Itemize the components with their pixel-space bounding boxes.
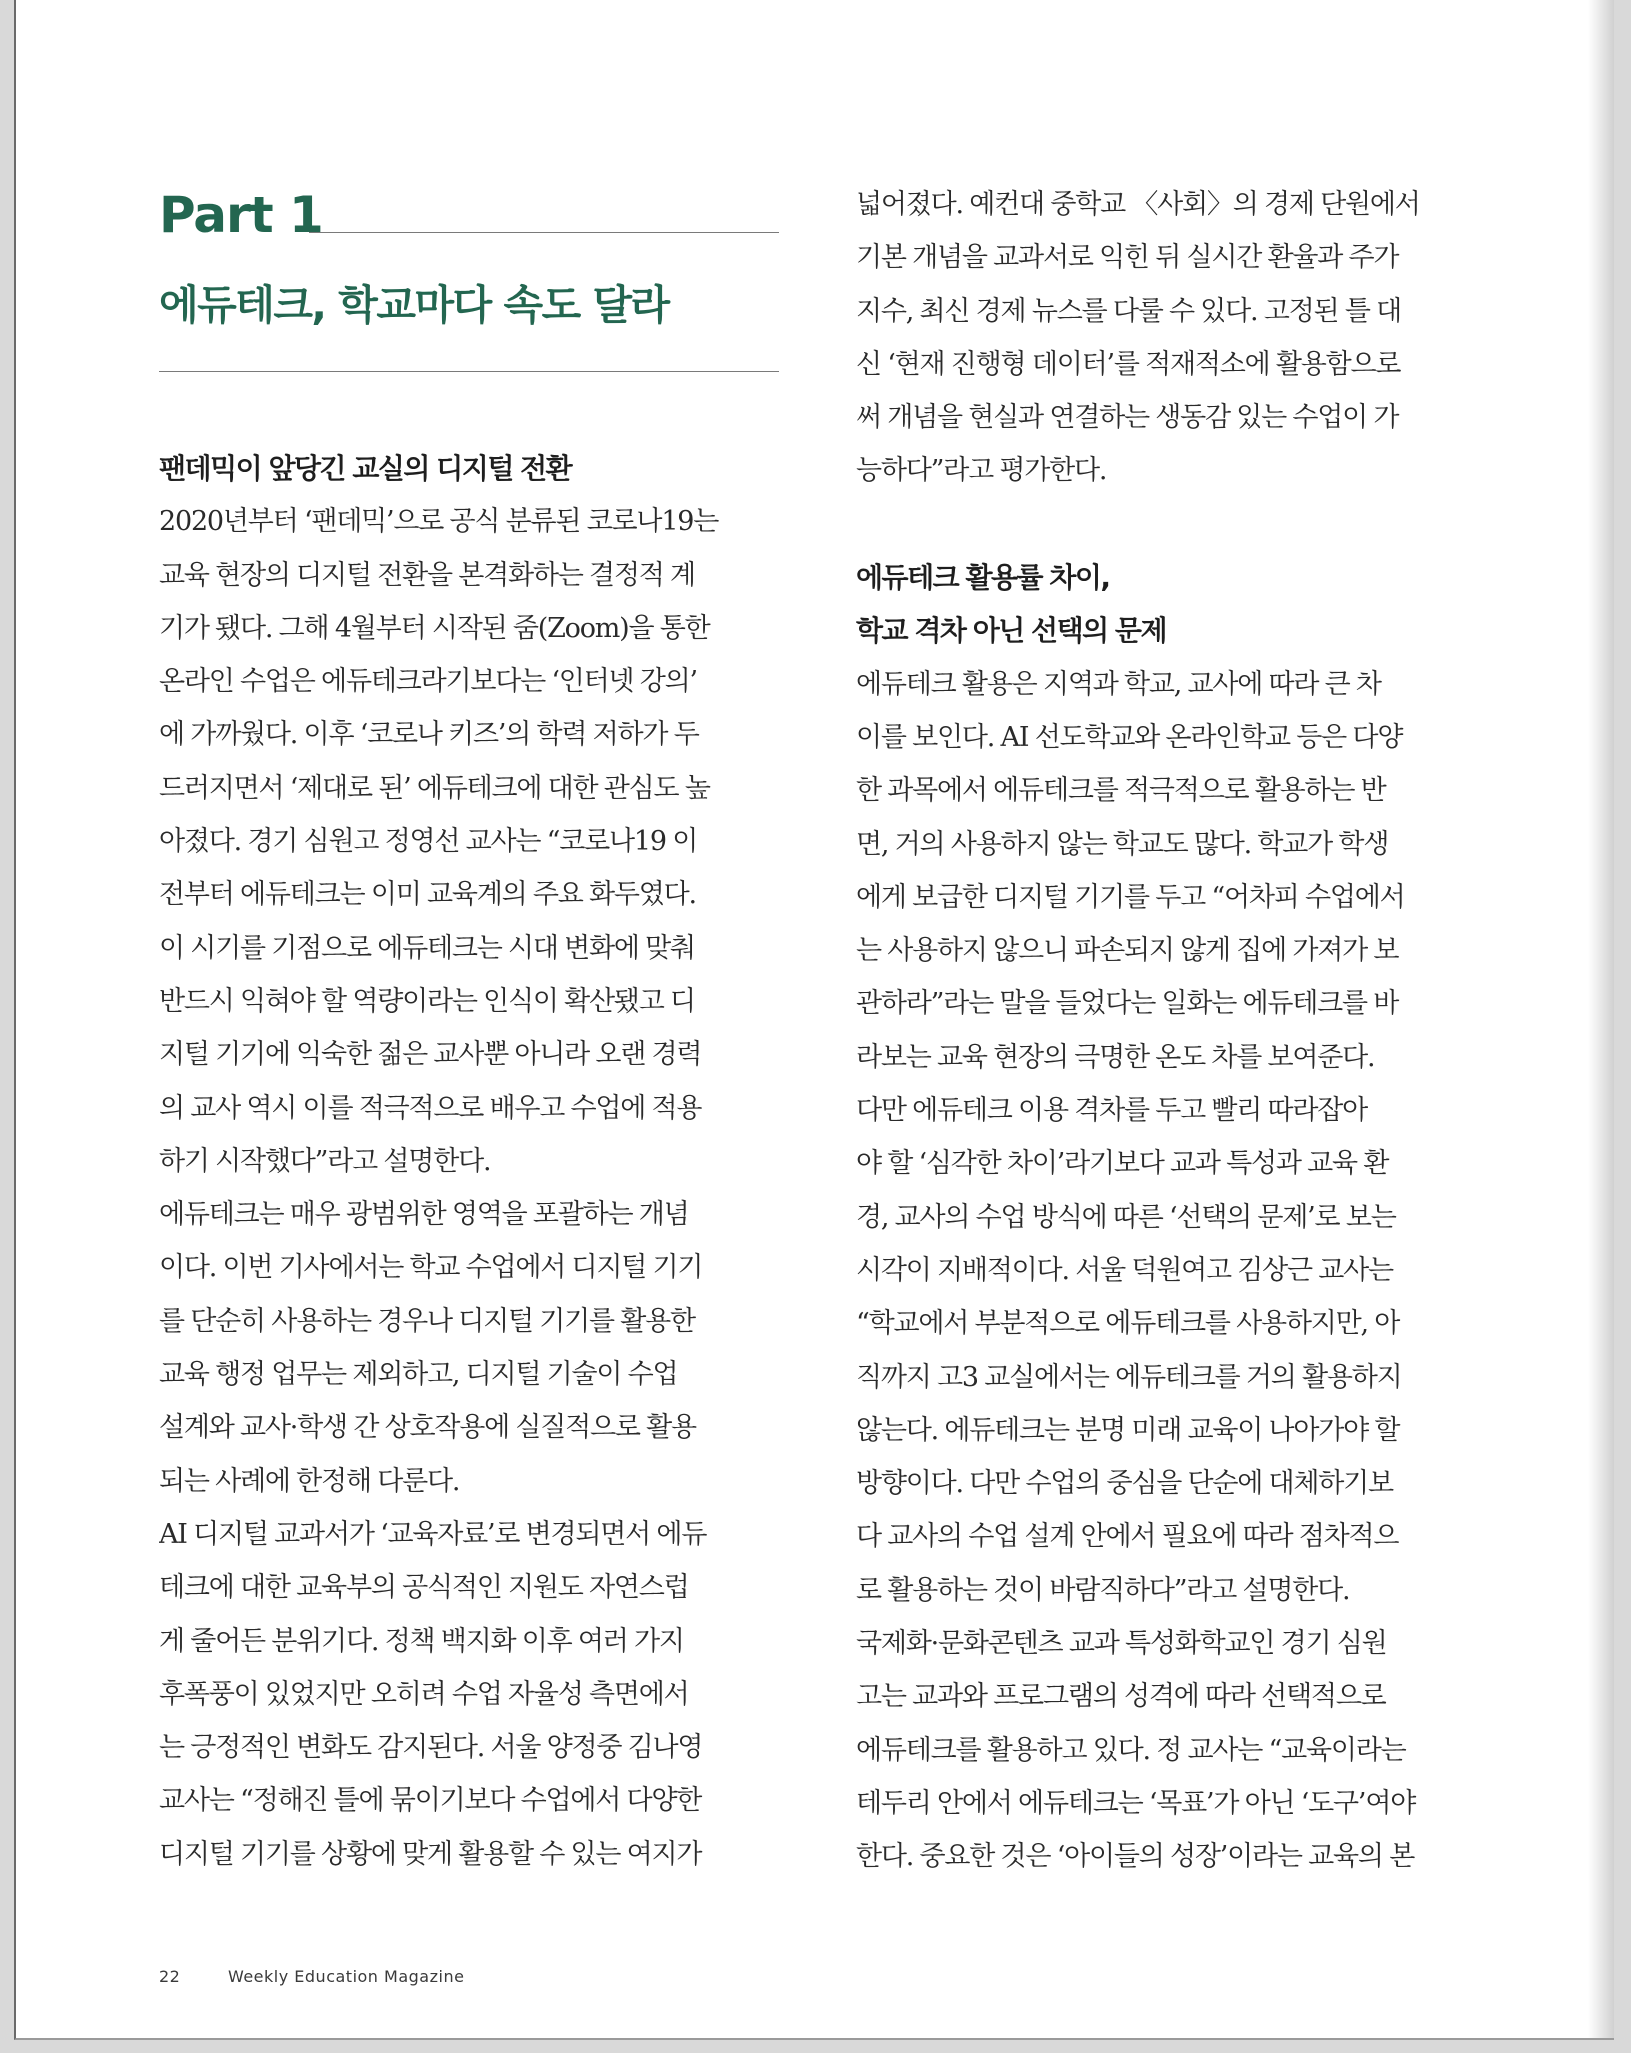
body-text-line: 직까지 고3 교실에서는 에듀테크를 거의 활용하지 <box>856 1361 1402 1393</box>
body-text-line: 교사는 “정해진 틀에 묶이기보다 수업에서 다양한 <box>159 1785 702 1817</box>
body-text-line: 한 과목에서 에듀테크를 적극적으로 활용하는 반 <box>856 775 1386 807</box>
body-text-line: 시각이 지배적이다. 서울 덕원여고 김상근 교사는 <box>856 1254 1393 1286</box>
body-text-line: 에듀테크는 매우 광범위한 영역을 포괄하는 개념 <box>159 1199 689 1231</box>
body-text-line: 아졌다. 경기 심원고 정영선 교사는 “코로나19 이 <box>159 826 698 858</box>
body-text-line: 교육 현장의 디지털 전환을 본격화하는 결정적 계 <box>159 559 695 591</box>
body-text-line: 게 줄어든 분위기다. 정책 백지화 이후 여러 가지 <box>159 1625 684 1657</box>
body-text-line: 드러지면서 ‘제대로 된’ 에듀테크에 대한 관심도 높 <box>159 772 710 804</box>
magazine-page <box>14 0 1614 2040</box>
body-text-line: 관하라”라는 말을 들었다는 일화는 에듀테크를 바 <box>856 988 1399 1020</box>
article-title: 에듀테크, 학교마다 속도 달라 <box>159 281 669 329</box>
section-subheading: 에듀테크 활용률 차이, <box>856 561 1110 595</box>
section-subheading: 학교 격차 아닌 선택의 문제 <box>856 614 1167 648</box>
body-text-line: 국제화·문화콘텐츠 교과 특성화학교인 경기 심원 <box>856 1628 1387 1660</box>
body-text-line: 라보는 교육 현장의 극명한 온도 차를 보여준다. <box>856 1041 1375 1073</box>
body-text-line: 는 긍정적인 변화도 감지된다. 서울 양정중 김나영 <box>159 1732 703 1764</box>
body-text-line: AI 디지털 교과서가 ‘교육자료’로 변경되면서 에듀 <box>159 1518 707 1550</box>
body-text-line: 로 활용하는 것이 바람직하다”라고 설명한다. <box>856 1574 1350 1606</box>
body-text-line: 이 시기를 기점으로 에듀테크는 시대 변화에 맞춰 <box>159 932 695 964</box>
body-text-line: 반드시 익혀야 할 역량이라는 인식이 확산됐고 디 <box>159 985 695 1017</box>
body-text-line: 이를 보인다. AI 선도학교와 온라인학교 등은 다양 <box>856 721 1403 753</box>
body-text-line: 를 단순히 사용하는 경우나 디지털 기기를 활용한 <box>159 1305 695 1337</box>
body-text-line: 에듀테크를 활용하고 있다. 정 교사는 “교육이라는 <box>856 1734 1406 1766</box>
body-text-line: 지털 기기에 익숙한 젊은 교사뿐 아니라 오랜 경력 <box>159 1039 702 1071</box>
body-text-line: 교육 행정 업무는 제외하고, 디지털 기술이 수업 <box>159 1359 678 1391</box>
body-text-line: 에듀테크 활용은 지역과 학교, 교사에 따라 큰 차 <box>856 668 1381 700</box>
body-text-line: 야 할 ‘심각한 차이’라기보다 교과 특성과 교육 환 <box>856 1148 1389 1180</box>
page-footer <box>159 1967 464 1986</box>
body-text-line: 온라인 수업은 에듀테크라기보다는 ‘인터넷 강의’ <box>159 666 697 698</box>
right-column <box>856 178 1482 1884</box>
body-text-line: 경, 교사의 수업 방식에 따른 ‘선택의 문제’로 보는 <box>856 1201 1396 1233</box>
part-label: Part 1 <box>159 186 323 244</box>
body-text-line: 2020년부터 ‘팬데믹’으로 공식 분류된 코로나19는 <box>159 506 719 538</box>
body-text-line: 에게 보급한 디지털 기기를 두고 “어차피 수업에서 <box>856 881 1405 913</box>
body-text-line: 기본 개념을 교과서로 익힌 뒤 실시간 환율과 주가 <box>856 242 1399 274</box>
body-text-line: 디지털 기기를 상황에 맞게 활용할 수 있는 여지가 <box>159 1838 702 1870</box>
body-text-line: 신 ‘현재 진행형 데이터’를 적재적소에 활용함으로 <box>856 348 1401 380</box>
part-header <box>159 185 779 245</box>
body-text-line: “학교에서 부분적으로 에듀테크를 사용하지만, 아 <box>856 1308 1400 1340</box>
body-text-line: 테두리 안에서 에듀테크는 ‘목표’가 아닌 ‘도구’여야 <box>856 1787 1416 1819</box>
body-text-line: 않는다. 에듀테크는 분명 미래 교육이 나아가야 할 <box>856 1414 1400 1446</box>
body-text-line: 지수, 최신 경제 뉴스를 다룰 수 있다. 고정된 틀 대 <box>856 295 1401 327</box>
body-text-line: 는 사용하지 않으니 파손되지 않게 집에 가져가 보 <box>856 935 1399 967</box>
body-text-line: 전부터 에듀테크는 이미 교육계의 주요 화두였다. <box>159 879 696 911</box>
body-text-line: 방향이다. 다만 수업의 중심을 단순에 대체하기보 <box>856 1468 1393 1500</box>
body-text-line: 후폭풍이 있었지만 오히려 수업 자율성 측면에서 <box>159 1678 689 1710</box>
body-text-line: 고는 교과와 프로그램의 성격에 따라 선택적으로 <box>856 1681 1386 1713</box>
body-text-line: 에 가까웠다. 이후 ‘코로나 키즈’의 학력 저하가 두 <box>159 719 699 751</box>
body-text-line: 넓어졌다. 예컨대 중학교 〈사회〉의 경제 단원에서 <box>856 189 1420 220</box>
body-text-line: 설계와 교사·학생 간 상호작용에 실질적으로 활용 <box>159 1412 696 1444</box>
body-text-line: 기가 됐다. 그해 4월부터 시작된 줌(Zoom)을 통한 <box>159 612 710 644</box>
page-number: 22 <box>159 1967 181 1986</box>
body-text-line: 의 교사 역시 이를 적극적으로 배우고 수업에 적용 <box>159 1092 702 1124</box>
part-divider-line <box>309 232 779 233</box>
section-subheading: 팬데믹이 앞당긴 교실의 디지털 전환 <box>159 452 572 485</box>
body-text-line: 능하다”라고 평가한다. <box>856 455 1107 487</box>
body-text-line: 테크에 대한 교육부의 공식적인 지원도 자연스럽 <box>159 1572 689 1604</box>
page-edge-shadow <box>1588 0 1614 2038</box>
publication-name: Weekly Education Magazine <box>227 1967 465 1986</box>
body-text-line: 이다. 이번 기사에서는 학교 수업에서 디지털 기기 <box>159 1252 703 1284</box>
body-text-line: 써 개념을 현실과 연결하는 생동감 있는 수업이 가 <box>856 402 1399 434</box>
title-divider-line <box>159 371 779 372</box>
body-text-line: 다만 에듀테크 이용 격차를 두고 빨리 따라잡아 <box>856 1095 1368 1127</box>
body-text-line: 면, 거의 사용하지 않는 학교도 많다. 학교가 학생 <box>856 828 1389 860</box>
left-column <box>159 442 785 1881</box>
paragraph-gap <box>856 498 1482 551</box>
body-text-line: 다 교사의 수업 설계 안에서 필요에 따라 점차적으 <box>856 1521 1399 1553</box>
body-text-line: 한다. 중요한 것은 ‘아이들의 성장’이라는 교육의 본 <box>856 1841 1415 1873</box>
body-text-line: 되는 사례에 한정해 다룬다. <box>159 1465 460 1497</box>
body-text-line: 하기 시작했다”라고 설명한다. <box>159 1145 491 1177</box>
